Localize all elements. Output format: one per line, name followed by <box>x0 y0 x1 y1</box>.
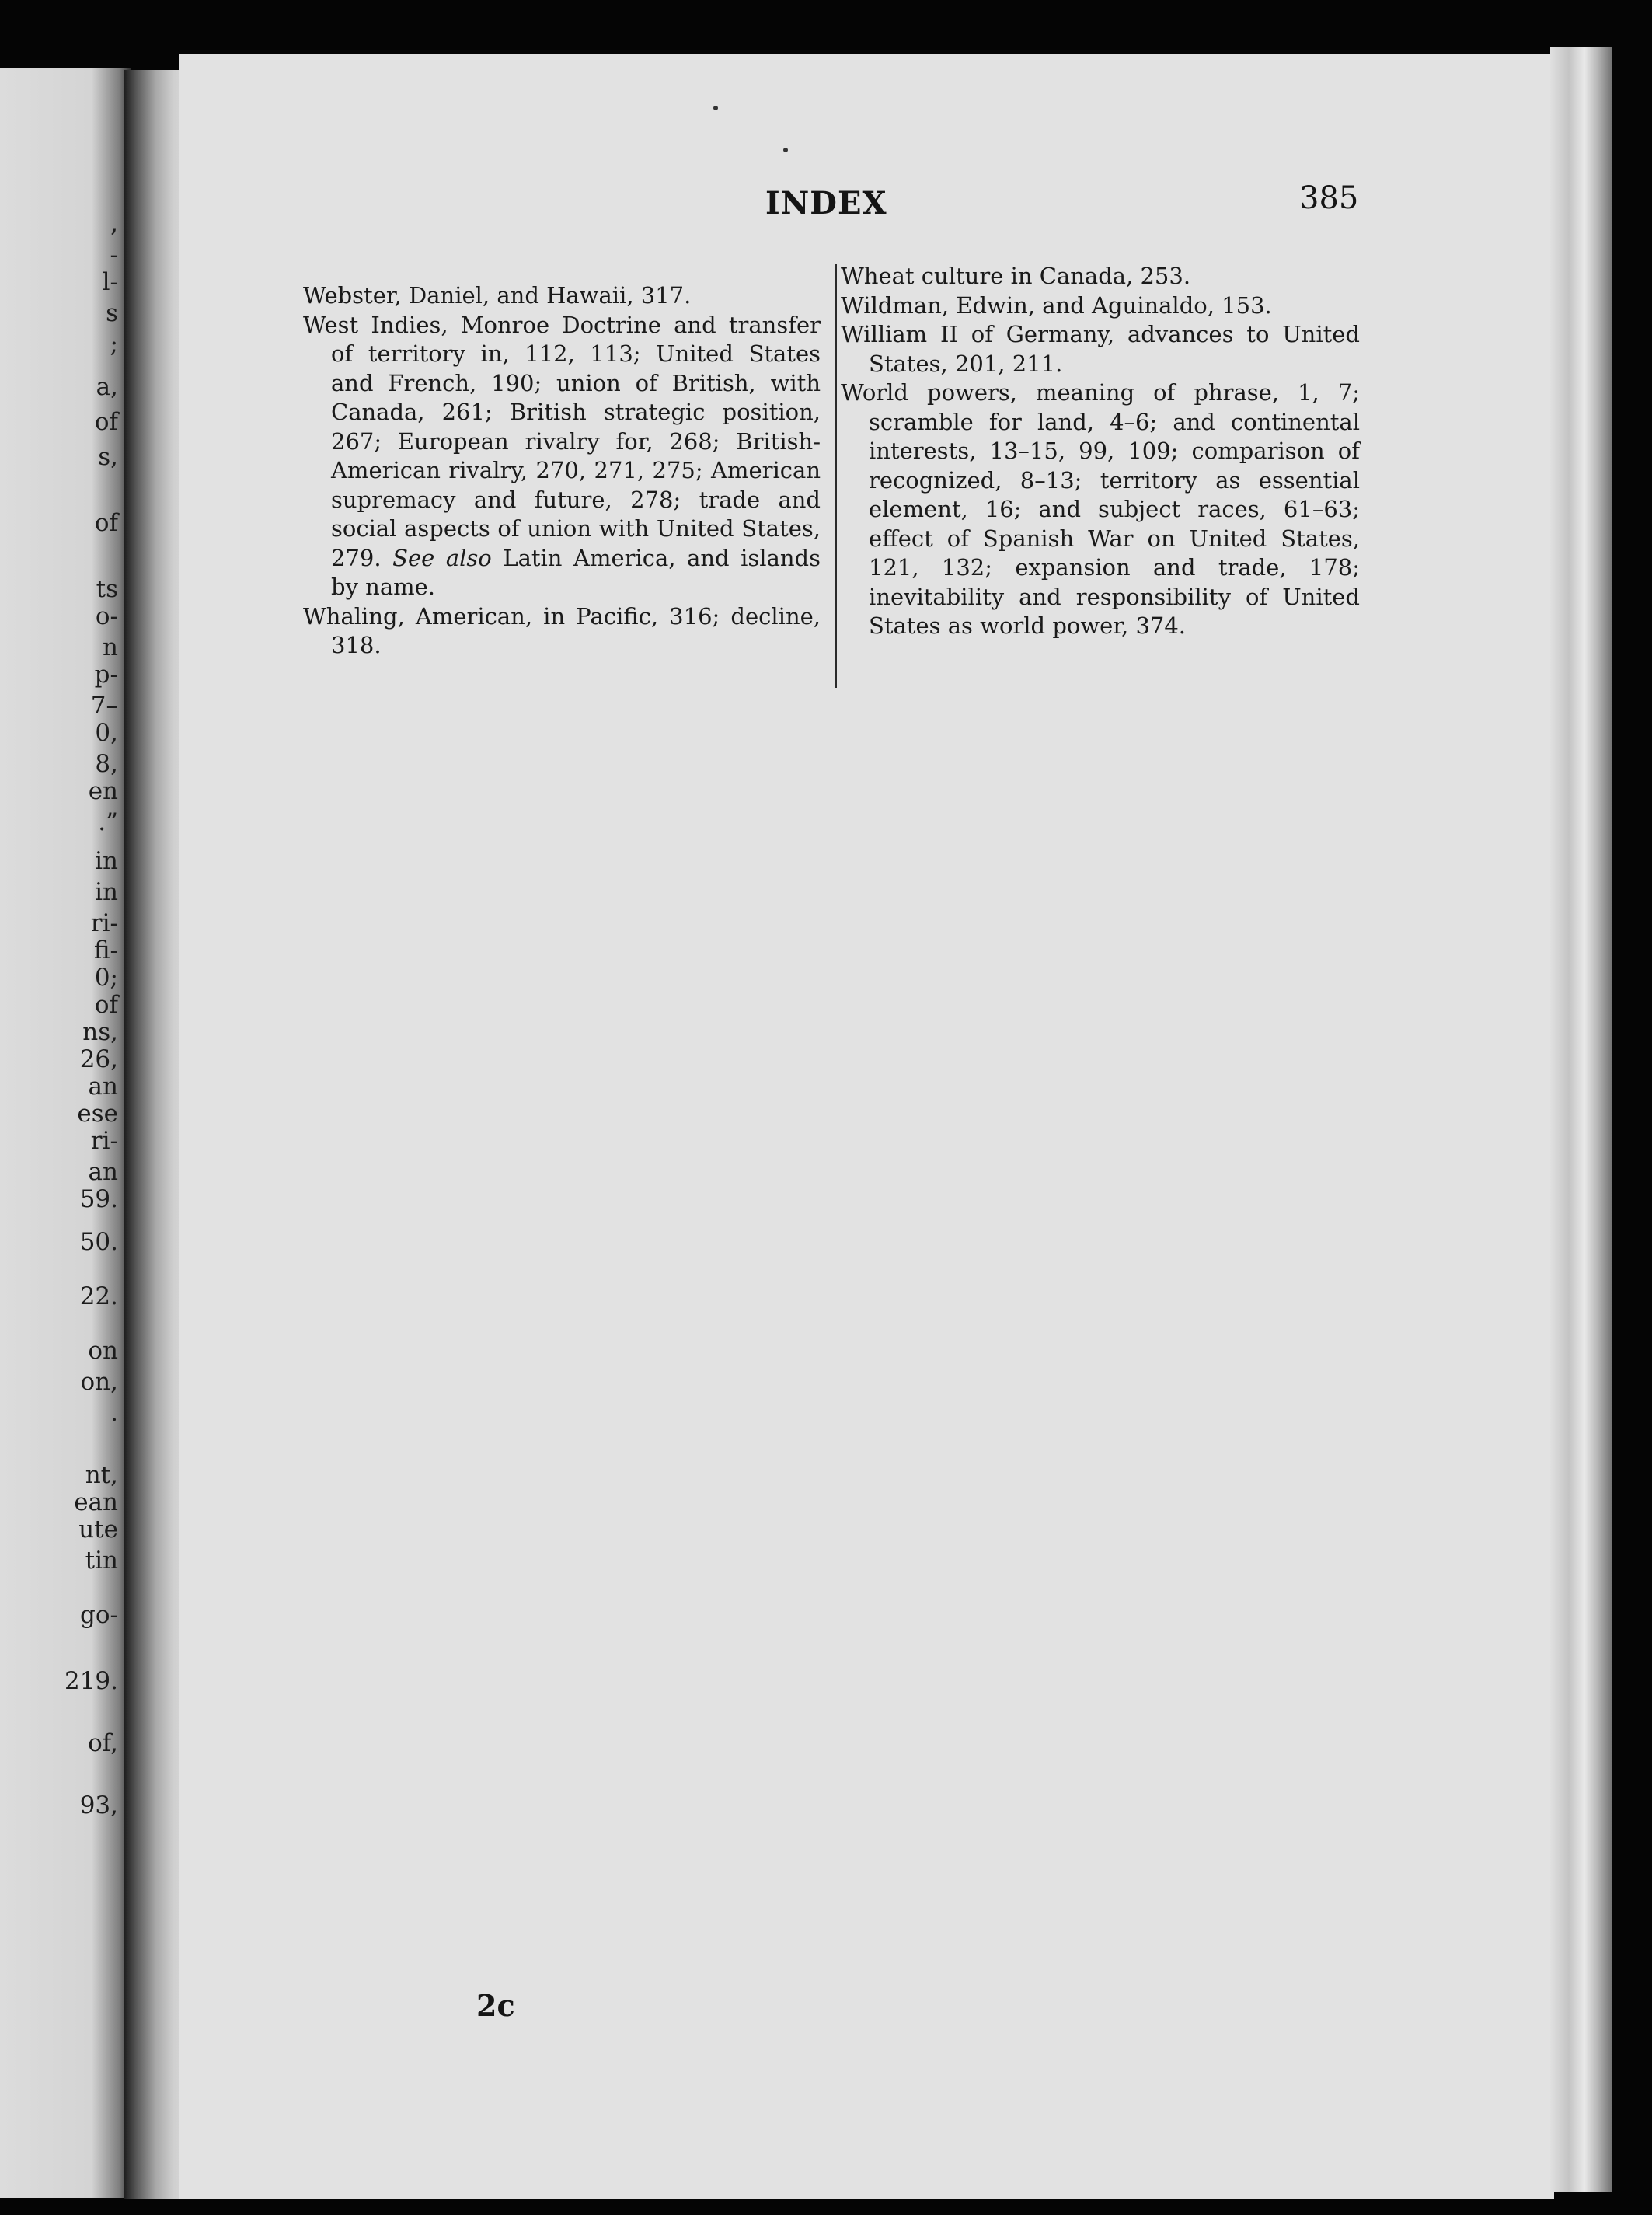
facing-page-fragment: 219. <box>64 1667 118 1695</box>
facing-page-fragment: en <box>88 777 118 805</box>
facing-page-fragment: 59. <box>79 1185 118 1213</box>
facing-page-fragment: - <box>110 241 118 269</box>
column-divider <box>835 264 837 688</box>
facing-page-fragment: of <box>94 991 118 1019</box>
index-entry: Webster, Daniel, and Hawaii, 317. <box>303 282 692 309</box>
facing-page-fragment: s, <box>98 443 118 471</box>
dust-speck <box>713 106 718 110</box>
facing-page-fragment: 8, <box>95 750 118 778</box>
index-entry: William II of Germany, advances to United States, 201, 211. <box>841 321 1360 377</box>
facing-page-fragment: o- <box>95 602 118 630</box>
facing-page-fragment: ute <box>78 1516 118 1544</box>
index-entry <box>303 311 821 602</box>
facing-page-fragment: 0, <box>95 719 118 747</box>
facing-page-fragment: 26, <box>79 1045 118 1073</box>
facing-page-fragment: an <box>88 1158 118 1186</box>
see-also-text: Latin America, and islands by name. <box>331 544 821 600</box>
facing-page <box>0 68 131 2198</box>
index-column-right <box>841 262 1360 641</box>
facing-page-fragment: 50. <box>79 1228 118 1256</box>
facing-page-fragment: of, <box>88 1729 118 1757</box>
facing-page-fragment: ese <box>77 1100 118 1128</box>
facing-page-fragment: ; <box>110 330 118 358</box>
index-entry-text: West Indies, Monroe Doctrine and transfer of territory in, 112, 113; United States and French, 190; union of British, with Canada, 261; British strategic position, 267; European rivalry for, 268; British-American rivalry, 270, 271, 275; American supremacy and future, 278; trade and social aspects of union with United States, 279. <box>303 311 821 571</box>
signature-mark: 2c <box>476 1988 515 2023</box>
facing-page-fragment: ri- <box>90 909 118 937</box>
facing-page-fragment: . <box>110 1399 118 1427</box>
facing-page-fragment: ri- <box>90 1127 118 1155</box>
facing-page-fragment: of <box>94 509 118 537</box>
facing-page-fragment: ts <box>96 575 118 603</box>
index-column-left <box>303 281 821 661</box>
index-entry: Whaling, American, in Pacific, 316; decline, 318. <box>303 602 821 658</box>
facing-page-fragment: , <box>110 210 118 238</box>
facing-page-fragment: nt, <box>85 1461 118 1489</box>
facing-page-fragment: n <box>103 633 118 661</box>
facing-page-fragment: tin <box>85 1547 118 1575</box>
facing-page-fragment: 22. <box>79 1282 118 1310</box>
facing-page-fragment: 0; <box>94 964 118 992</box>
facing-page-fragment: ean <box>74 1488 118 1516</box>
page-stack-edge <box>1550 47 1612 2192</box>
index-entry: World powers, meaning of phrase, 1, 7; scramble for land, 4–6; and continental interests, 13–15, 99, 109; comparison of recognized, 8–13; territory as essential element, 16; and subject races, 61–63; effect of Spanish War on United States, 121, 132; expansion and trade, 178; inevitability and responsibility of United States as world power, 374. <box>841 379 1360 639</box>
facing-page-fragment: 93, <box>79 1791 118 1819</box>
page-title: INDEX <box>765 185 887 222</box>
facing-page-fragment: in <box>95 878 118 906</box>
facing-page-fragment: fi- <box>93 937 118 964</box>
index-entry: Wildman, Edwin, and Aguinaldo, 153. <box>841 291 1272 319</box>
facing-page-fragment: .” <box>98 808 118 836</box>
page-number: 385 <box>1299 180 1359 216</box>
facing-page-fragment: go- <box>80 1601 118 1629</box>
facing-page-fragment: 7– <box>90 692 118 720</box>
facing-page-fragment: on <box>88 1337 118 1365</box>
facing-page-fragment: a, <box>96 373 118 401</box>
facing-page-fragment: l- <box>102 268 118 296</box>
facing-page-fragment: p- <box>94 661 118 689</box>
facing-page-fragment: on, <box>80 1368 118 1396</box>
facing-page-fragment: s <box>106 299 118 327</box>
facing-page-fragment: ns, <box>82 1018 118 1046</box>
facing-page-fragment: in <box>95 847 118 875</box>
facing-page-fragment: of <box>94 408 118 436</box>
facing-page-fragment: an <box>88 1073 118 1101</box>
see-also-label: See also <box>392 544 492 571</box>
dust-speck <box>783 148 788 152</box>
index-entry: Wheat culture in Canada, 253. <box>841 263 1191 289</box>
